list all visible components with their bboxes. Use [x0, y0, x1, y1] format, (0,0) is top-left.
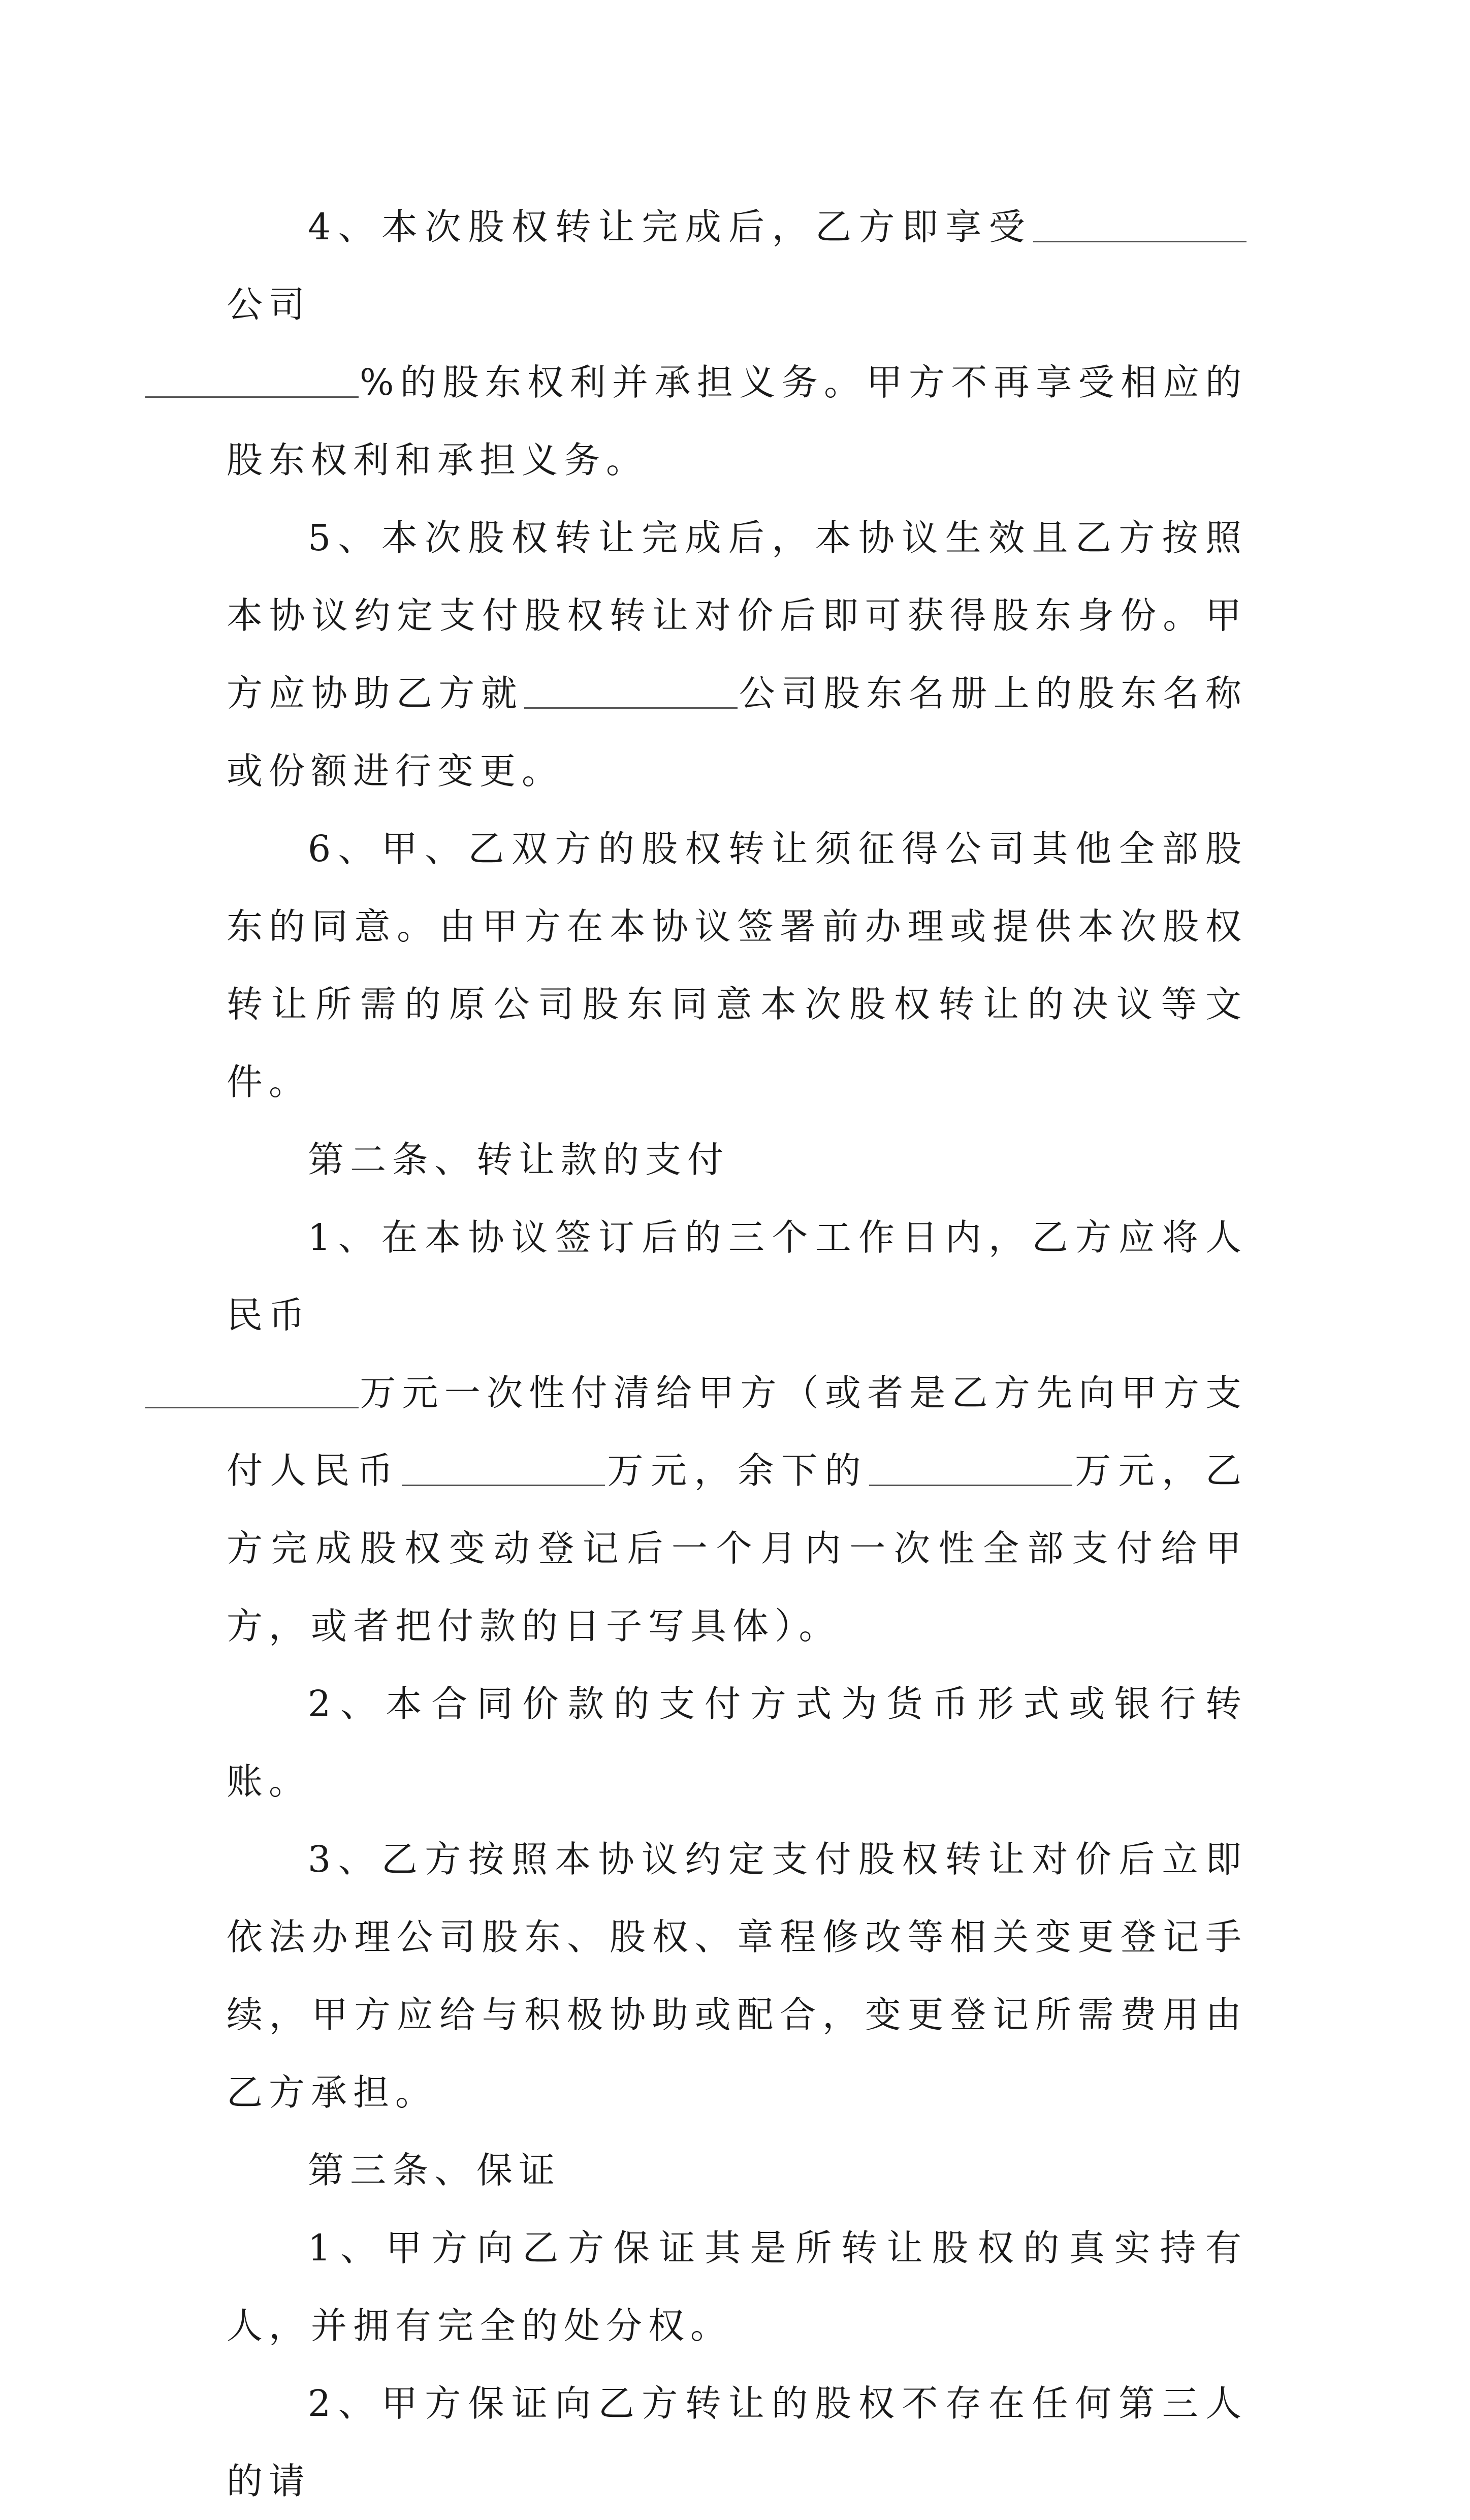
fill-blank[interactable] [145, 366, 359, 398]
fill-blank[interactable] [869, 1454, 1072, 1486]
heading-text: 第二条、转让款的支付 [308, 1139, 730, 1181]
clause-text: 万元一次性付清给甲方（或者是乙方先向甲方支付人民币 [227, 1372, 1248, 1492]
clause-text: 1、甲方向乙方保证其是所转让股权的真实持有人，并拥有完全的处分权。 [227, 2227, 1248, 2347]
article-3-heading [227, 2131, 1248, 2209]
clause-text: 5、本次股权转让完成后，本协议生效且乙方按照本协议约定支付股权转让对价后即可获得股东身份。甲方应协助乙方就 [227, 517, 1248, 714]
clause-text: 3、乙方按照本协议约定支付股权转让对价后立即依法办理公司股东、股权、章程修改等相关变更登记手续，甲方应给与积极协助或配合，变更登记所需费用由乙方承担。 [227, 1838, 1248, 2114]
fill-blank[interactable] [1033, 210, 1247, 242]
heading-text: 第三条、保证 [308, 2149, 561, 2191]
clause-text: 公司股东名册上的股东名称或份额进行变更。 [227, 672, 1248, 792]
payment-clause-1 [227, 1199, 1248, 1665]
article-2-heading [227, 1121, 1248, 1199]
clause-text: 公司 [227, 284, 311, 326]
contract-text [227, 188, 1248, 2520]
clause-text: 6、甲、乙双方的股权转让须征得公司其他全部股东的同意。由甲方在本协议签署前办理或提供本次股权转让所需的原公司股东同意本次股权转让的决议等文件。 [227, 828, 1248, 1103]
clause-text: %的股东权利并承担义务。甲方不再享受相应的股东权利和承担义务。 [227, 361, 1248, 481]
payment-clause-2 [227, 1665, 1248, 1820]
clause-text: 万元，乙方完成股权变动登记后一个月内一次性全部支付给甲方，或者把付款的日子写具体）。 [227, 1450, 1248, 1647]
clause-text: 万元，余下的 [605, 1450, 869, 1492]
clause-text: 1、在本协议签订后的三个工作日内，乙方应将人民币 [227, 1216, 1248, 1336]
clause-text: 2、本合同价款的支付方式为货币形式或银行转账。 [227, 1683, 1248, 1803]
clause-6 [227, 810, 1248, 1121]
clause-5 [227, 499, 1248, 810]
fill-blank[interactable] [145, 1376, 359, 1408]
fill-blank[interactable] [524, 677, 738, 709]
warranty-clause-1 [227, 2209, 1248, 2365]
payment-clause-3 [227, 1820, 1248, 2131]
clause-text: 2、甲方保证向乙方转让的股权不存在任何第三人的请 [227, 2382, 1248, 2502]
fill-blank[interactable] [402, 1454, 605, 1486]
clause-text: 4、本次股权转让完成后，乙方即享受 [308, 206, 1032, 248]
warranty-clause-2 [227, 2365, 1248, 2520]
clause-4 [227, 188, 1248, 499]
